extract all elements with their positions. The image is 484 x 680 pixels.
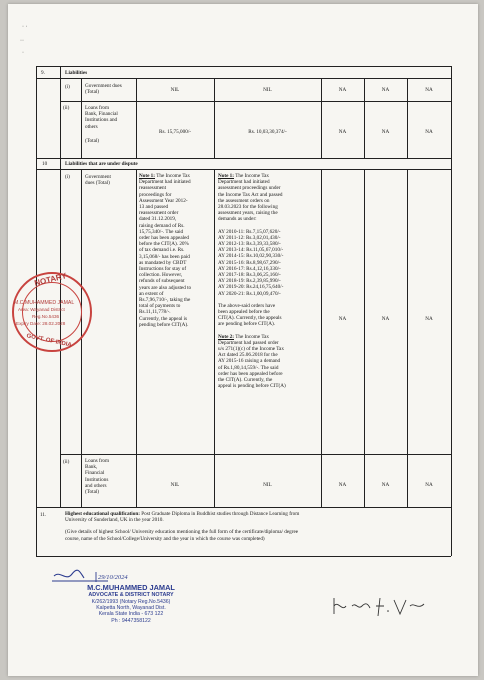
item-label: Government dues (Total) [85,174,111,187]
signatory-signature [328,594,428,620]
grid-line [60,454,451,455]
grid-line [36,158,451,159]
item-number: (ii) [63,459,70,465]
item-number: (i) [65,174,70,180]
item-number: (ii) [63,105,70,111]
row-number: 10 [42,161,48,167]
value-cell: NIL [263,482,272,488]
grid-line [136,169,137,507]
item-label: Loans from Bank, Financial Institutions and others (Total) [85,458,110,496]
value-cell: NIL [170,482,180,488]
handwritten-date: 29/10/2024 [98,574,128,581]
value-cell: NA [381,129,390,135]
value-cell: NA [425,129,433,135]
grid-line [36,169,451,170]
qualification-text: Highest educational qualification: Post Graduate Diploma in Buddhist studies through Distance Learning from University of Sunderland, UK in the year 2010. (Give details of highest School/ University education mentioning the full form of the certificate/diploma/ degree course, name of the School/College/University and the year in which the course was completed) [65,511,300,542]
item-number: (i) [65,84,70,90]
grid-line [214,169,215,507]
margin-mark: ·· [20,38,24,44]
grid-line [36,507,451,508]
value-cell: NA [425,316,433,322]
notary-seal: NOTARY M.C.MUHAMMED JAMAL Area: Wayanad District Reg.No.5436 Expiry Date: 28.02.2028 GOVT. OF INDIA [12,272,92,352]
grid-line [36,66,451,67]
value-cell: Rs. 10,03,30,374/- [248,129,287,135]
grid-line [81,78,82,158]
section-heading: Liabilities [65,70,88,76]
notary-address-stamp: M.C.MUHAMMED JAMAL ADVOCATE & DISTRICT NOTARY K/262/1993 (Notary Reg.No.5436) Kalpetta North, Wayanad Dist. Kerala State India - 673 122 Ph : 9447358122 [87,583,175,624]
row-number: 9. [41,70,45,76]
grid-line [321,169,322,507]
grid-line [36,78,451,79]
note-1-left: Note 1: The Income Tax Department had initiated reassessment proceedings for Assessment Year 2012- 13 and passed reassessment order dated 31.12.2019, raising demand of Rs. 15,75,340/-. The said order has been appealed before the CIT(A). 20% of tax demand i.e. Rs. 3,15,068/- has been paid as mandated by CBDT Instructions for stay of collection. However, refunds of subsequent years are also adjusted to an extent of Rs.7,96,710/-, taking the total of payments to Rs.11,11,778/-. Currently, the appeal is pending before CIT(A). [139,173,192,328]
value-cell: NA [338,87,347,93]
value-cell: NA [338,129,347,135]
grid-line [36,556,451,557]
grid-line [364,169,365,507]
grid-line [60,101,451,102]
section-heading: Liabilities that are under dispute [65,161,138,167]
note-1-right: Note 1: The Income Tax Department had initiated assessment proceedings under the Income Tax Act and passed the assessment orders on 28.03.2023 for the following assessment years, raising the demands as under: AY 2010-11: Rs.7,15,07,620/- AY 2011-12: Rs.3,02,01,430/- AY 2012-13: Rs.3,39,33,580/- AY 2013-14: Rs.11,05,67,010/- AY 2014-15: Rs.10,02,90,330/- AY 2015-16: Rs.8,98,67,290/- AY 2016-17: Rs.4,12,16,330/- AY 2017-18: Rs.3,06,25,160/- AY 2018-19: Rs.2,39,85,990/- AY 2019-20: Rs.24,16,75,640/- AY 2020-21: Rs.1,00,09,470/- The above-said orders have been appealed before the CIT(A). Currently, the appeals are pending before CIT(A). Note 2: The Income Tax Department had passed order u/s 271(1)(c) of the Income Tax Act dated 25.06.2018 for the AY 2015-16 raising a demand of Rs.1,80,14,559/-. The said order has been appealed before the CIT(A). Currently, the appeal is pending before CIT(A) [218,173,286,390]
value-cell: NA [381,87,390,93]
item-label: Loans from Bank, Financial Institutions and others (Total) [85,105,118,144]
value-cell: NA [425,87,433,93]
margin-mark: · [22,50,24,56]
row-number: 11. [40,512,47,518]
value-cell: NIL [263,87,272,93]
value-cell: Rs. 15,75,000/- [159,129,191,135]
value-cell: NA [338,316,347,322]
value-cell: NIL [170,87,180,93]
margin-mark: · · [22,24,28,30]
value-cell: NA [338,482,347,488]
grid-line [451,66,452,556]
grid-line [407,169,408,507]
value-cell: NA [425,482,433,488]
document-page [8,4,478,676]
value-cell: NA [381,482,390,488]
item-label: Government dues (Total) [85,83,122,96]
value-cell: NA [381,316,390,322]
